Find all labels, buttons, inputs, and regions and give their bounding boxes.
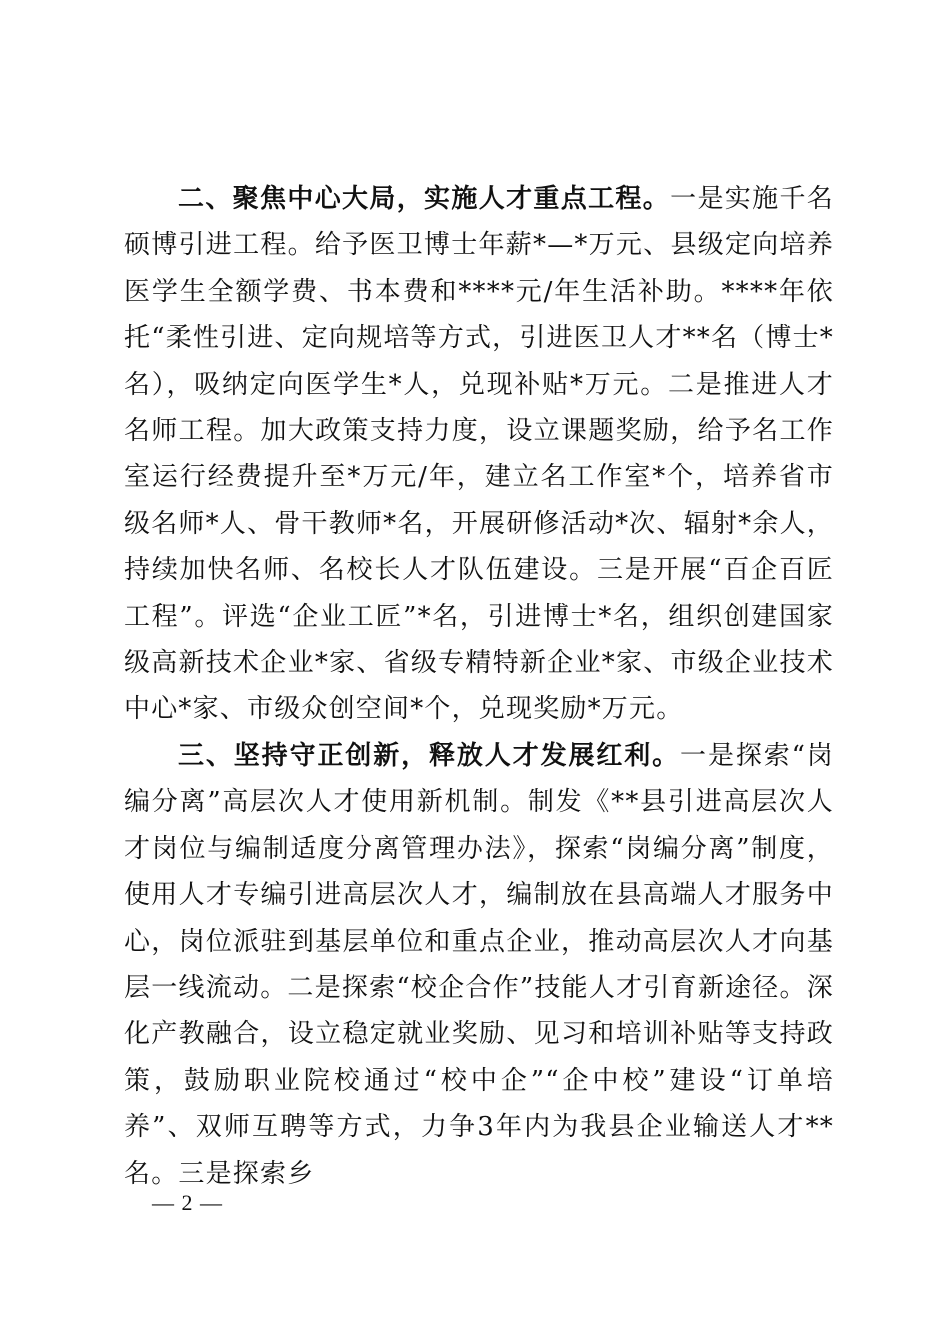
document-body xyxy=(124,176,834,1197)
paragraph-heading: 三、坚持守正创新，释放人才发展红利。 xyxy=(178,740,681,771)
paragraph-talent-projects xyxy=(124,176,834,733)
paragraph-text: 一是探索“岗编分离”高层次人才使用新机制。制发《**县引进高层次人才岗位与编制适度分离管理办法》，探索“岗编分离”制度，使用人才专编引进高层次人才，编制放在县高端人才服务中心，岗位派驻到基层单位和重点企业，推动高层次人才向基层一线流动。二是探索“校企合作”技能人才引育新途径。深化产教融合，设立稳定就业奖励、见习和培训补贴等支持政策，鼓励职业院校通过“校中企”“企中校”建设“订单培养”、双师互聘等方式，力争3年内为我县企业输送人才**名。三是探索乡 xyxy=(124,740,834,1189)
paragraph-text: 一是实施千名硕博引进工程。给予医卫博士年薪*—*万元、县级定向培养医学生全额学费、书本费和****元/年生活补助。****年依托“柔性引进、定向规培等方式，引进医卫人才**名（博士*名），吸纳定向医学生*人，兑现补贴*万元。二是推进人才名师工程。加大政策支持力度，设立课题奖励，给予名工作室运行经费提升至*万元/年，建立名工作室*个，培养省市级名师*人、骨干教师*名，开展研修活动*次、辐射*余人，持续加快名师、名校长人才队伍建设。三是开展“百企百匠工程”。评选“企业工匠”*名，引进博士*名，组织创建国家级高新技术企业*家、省级专精特新企业*家、市级企业技术中心*家、市级众创空间*个，兑现奖励*万元。 xyxy=(124,184,835,725)
page-number: — 2 — xyxy=(152,1190,223,1215)
paragraph-innovation xyxy=(124,733,834,1197)
paragraph-heading: 二、聚焦中心大局，实施人才重点工程。 xyxy=(178,184,671,214)
